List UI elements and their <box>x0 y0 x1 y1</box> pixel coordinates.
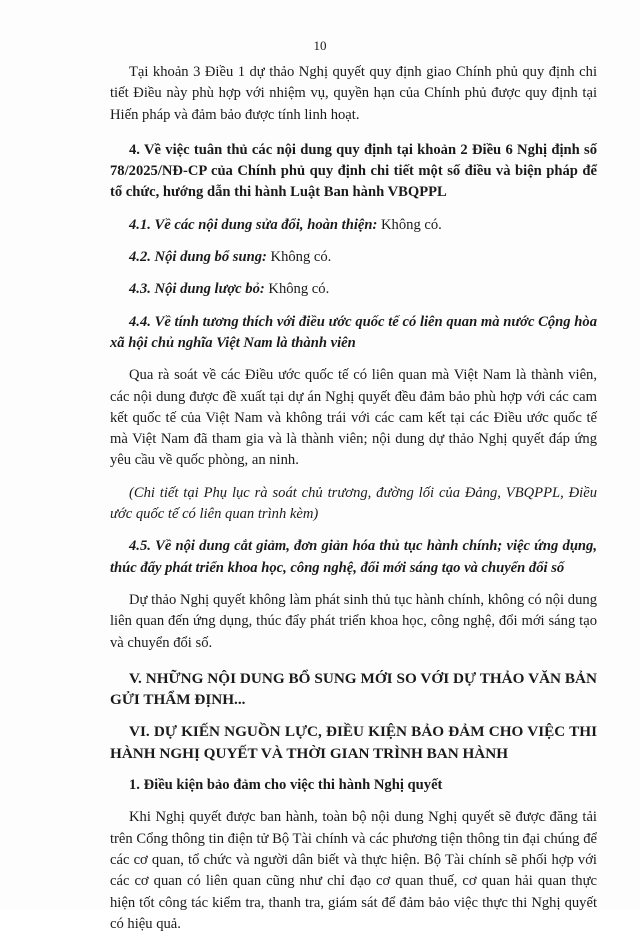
item-4-3-label: 4.3. Nội dung lược bỏ: <box>129 281 265 298</box>
paragraph-implementation: Khi Nghị quyết được ban hành, toàn bộ nội dung Nghị quyết sẽ được đăng tải trên Cổng thông tin điện tử Bộ Tài chính và các phương tiện thông tin đại chúng để các cơ quan, tổ chức và người dân biết và thực hiện. Bộ Tài chính sẽ phối hợp với các cơ quan có liên quan cũng như chỉ đạo cơ quan thuế, cơ quan hải quan thực hiện tốt công tác kiểm tra, thanh tra, giám sát để đảm bảo việc thực thi Nghị quyết có hiệu quả. <box>110 809 597 932</box>
paragraph-admin-procedures: Dự thảo Nghị quyết không làm phát sinh thủ tục hành chính, không có nội dung liên quan đến ứng dụng, thúc đẩy phát triển khoa học, công nghệ, đổi mới sáng tạo và chuyển đổi số. <box>110 591 597 651</box>
paragraph-appendix-note: (Chi tiết tại Phụ lục rà soát chủ trương, đường lối của Đảng, VBQPPL, Điều ước quốc tế có liên quan trình kèm) <box>110 484 597 523</box>
paragraph-treaty-review: Qua rà soát về các Điều ước quốc tế có liên quan mà Việt Nam là thành viên, các nội dung được đề xuất tại dự án Nghị quyết đều đảm bảo phù hợp với các cam kết quốc tế của Việt Nam và không trái với các cam kết tại các Điều ước quốc tế mà Việt Nam đã tham gia và là thành viên; nội dung dự thảo Nghị quyết đáp ứng yêu cầu về quốc phòng, an ninh. <box>110 367 597 469</box>
item-4-2-value: Không có. <box>266 249 332 266</box>
heading-vi-1: 1. Điều kiện bảo đảm cho việc thi hành Nghị quyết <box>129 777 443 794</box>
page-number: 10 <box>313 38 327 53</box>
item-4-1-value: Không có. <box>377 216 442 233</box>
item-4-1-label: 4.1. Về các nội dung sửa đổi, hoàn thiện: <box>129 216 378 233</box>
document-body <box>110 62 597 935</box>
item-4-2-label: 4.2. Nội dung bổ sung: <box>129 249 267 266</box>
heading-section-vi: VI. DỰ KIẾN NGUỒN LỰC, ĐIỀU KIỆN BẢO ĐẢM CHO VIỆC THI HÀNH NGHỊ QUYẾT VÀ THỜI GIAN TRÌNH BAN HÀNH <box>110 723 597 762</box>
paragraph-khoan-3: Tại khoản 3 Điều 1 dự thảo Nghị quyết quy định giao Chính phủ quy định chi tiết Điều này phù hợp với nhiệm vụ, quyền hạn của Chính phủ được quy định tại Hiến pháp và đảm bảo được tính linh hoạt. <box>110 64 597 123</box>
item-4-1 <box>110 215 597 236</box>
heading-4-4: 4.4. Về tính tương thích với điều ước quốc tế có liên quan mà nước Cộng hòa xã hội chủ nghĩa Việt Nam là thành viên <box>110 313 597 351</box>
heading-section-v: V. NHỮNG NỘI DUNG BỔ SUNG MỚI SO VỚI DỰ THẢO VĂN BẢN GỬI THẨM ĐỊNH... <box>110 669 597 709</box>
item-4-3 <box>110 279 597 300</box>
item-4-3-value: Không có. <box>264 281 330 298</box>
heading-section-4: 4. Về việc tuân thủ các nội dung quy định tại khoản 2 Điều 6 Nghị định số 78/2025/NĐ-CP của Chính phủ quy định chi tiết một số điều và biện pháp để tổ chức, hướng dẫn thi hành Luật Ban hành VBQPPL <box>110 141 597 201</box>
item-4-2 <box>110 247 597 268</box>
heading-4-5: 4.5. Về nội dung cắt giảm, đơn giản hóa thủ tục hành chính; việc ứng dụng, thúc đẩy phát triển khoa học, công nghệ, đổi mới sáng tạo và chuyển đổi số <box>110 538 597 576</box>
